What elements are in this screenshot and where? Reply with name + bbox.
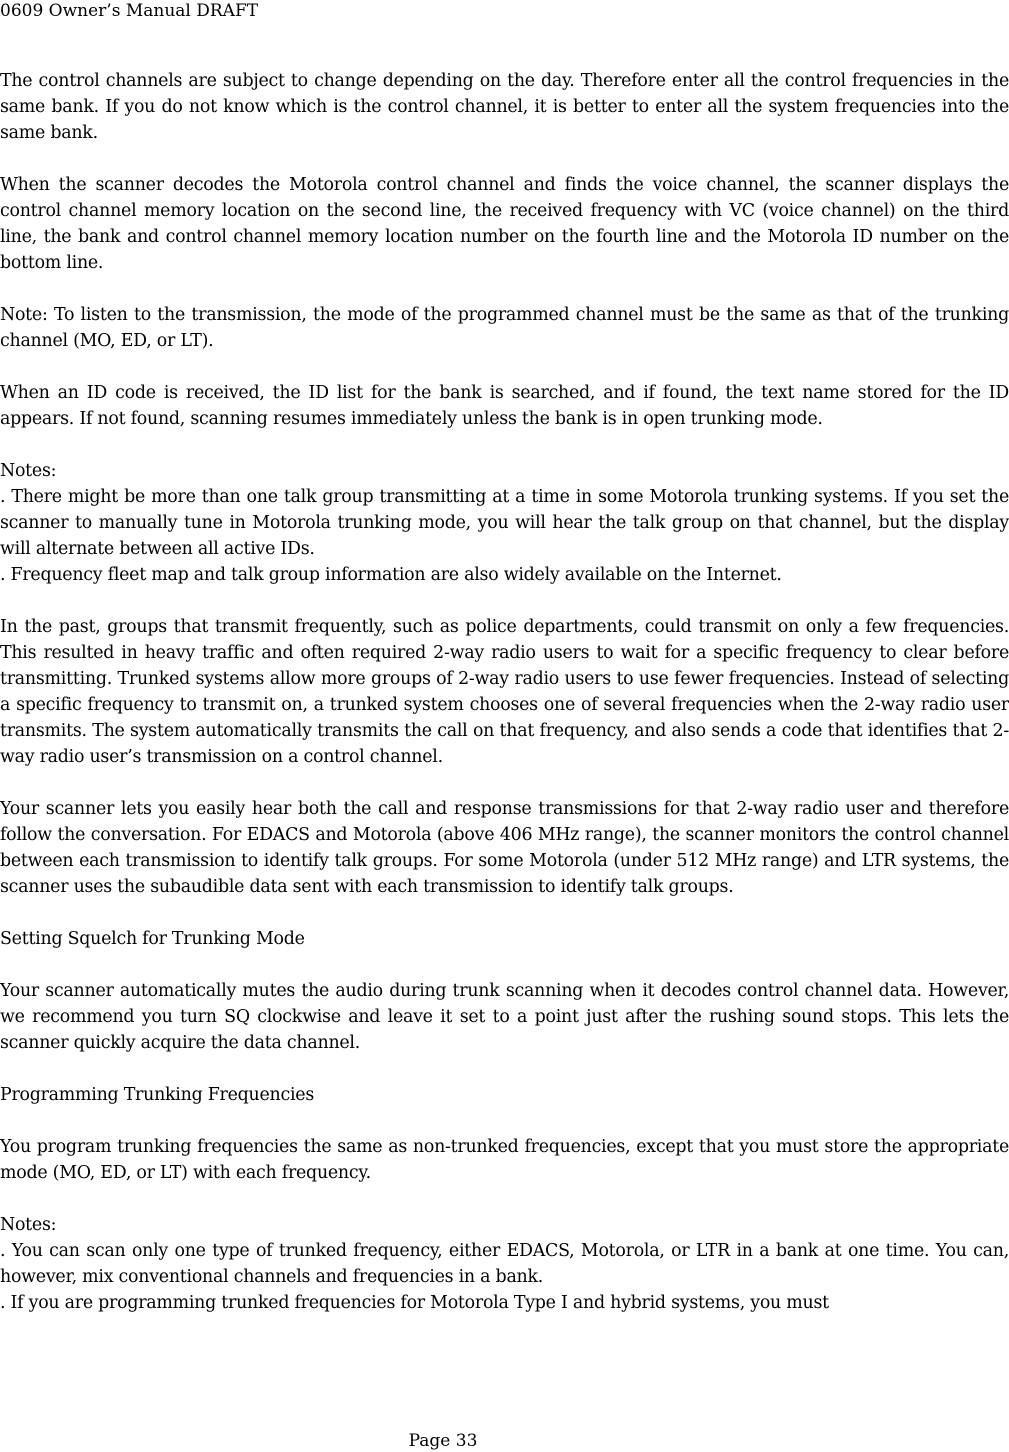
document-header: 0609 Owner’s Manual DRAFT (0, 1, 259, 21)
paragraph-mode-note: Note: To listen to the transmission, the mode of the programmed channel must be the same as that of the trunking channel (MO, ED, or LT). (0, 305, 1009, 351)
note-item-fleet-map: . Frequency fleet map and talk group information are also widely available on the Internet. (0, 565, 782, 585)
section-heading-squelch: Setting Squelch for Trunking Mode (0, 929, 305, 949)
paragraph-programming: You program trunking frequencies the same as non-trunked frequencies, except that you must store the appropriate mode (MO, ED, or LT) with each frequency. (0, 1137, 1009, 1183)
document-body (0, 68, 1009, 1316)
paragraph-motorola-decode: When the scanner decodes the Motorola control channel and finds the voice channel, the scanner displays the control channel memory location on the second line, the received frequency with VC (voice channel) on the third line, the bank and control channel memory location number on the fourth line and the Motorola ID number on the bottom line. (0, 175, 1009, 273)
section-heading-programming: Programming Trunking Frequencies (0, 1085, 314, 1105)
paragraph-call-response: Your scanner lets you easily hear both the call and response transmissions for that 2-way radio user and therefore follow the conversation. For EDACS and Motorola (above 406 MHz range), the scanner monitors the control channel between each transmission to identify talk groups. For some Motorola (under 512 MHz range) and LTR systems, the scanner uses the subaudible data sent with each transmission to identify talk groups. (0, 799, 1009, 897)
paragraph-control-channels: The control channels are subject to change depending on the day. Therefore enter all the control frequencies in the same bank. If you do not know which is the control channel, it is better to enter all the system frequencies into the same bank. (0, 71, 1009, 143)
notes-heading: Notes: (0, 461, 57, 481)
paragraph-id-code: When an ID code is received, the ID list for the bank is searched, and if found, the text name stored for the ID appears. If not found, scanning resumes immediately unless the bank is in open trunking mode. (0, 383, 1009, 429)
note-item-motorola-type-i: . If you are programming trunked frequencies for Motorola Type I and hybrid systems, you must (0, 1293, 829, 1313)
note-item-talk-groups: . There might be more than one talk group transmitting at a time in some Motorola trunking systems. If you set the scanner to manually tune in Motorola trunking mode, you will hear the talk group on that channel, but the display will alternate between all active IDs. (0, 487, 1009, 559)
paragraph-trunking-history: In the past, groups that transmit frequently, such as police departments, could transmit on only a few frequencies. This resulted in heavy traffic and often required 2-way radio users to wait for a specific frequency to clear before transmitting. Trunked systems allow more groups of 2-way radio users to use fewer frequencies. Instead of selecting a specific frequency to transmit on, a trunked system chooses one of several frequencies when the 2-way radio user transmits. The system automatically transmits the call on that frequency, and also sends a code that identifies that 2-way radio user’s transmission on a control channel. (0, 617, 1009, 767)
page-number: Page 33 (408, 1431, 478, 1451)
notes-heading-2: Notes: (0, 1215, 57, 1235)
note-item-one-type: . You can scan only one type of trunked frequency, either EDACS, Motorola, or LTR in a bank at one time. You can, however, mix conventional channels and frequencies in a bank. (0, 1241, 1009, 1287)
paragraph-squelch: Your scanner automatically mutes the audio during trunk scanning when it decodes control channel data. However, we recommend you turn SQ clockwise and leave it set to a point just after the rushing sound stops. This lets the scanner quickly acquire the data channel. (0, 981, 1009, 1053)
